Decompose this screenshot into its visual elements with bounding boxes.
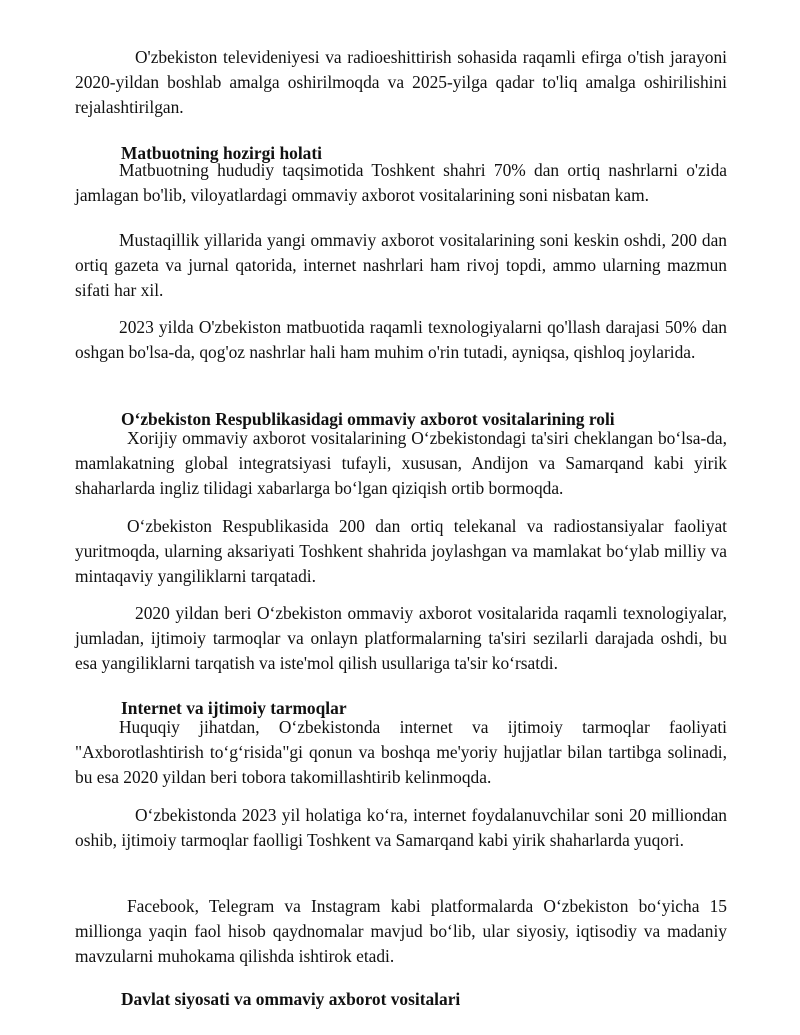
paragraph-foreign-media: Xorijiy ommaviy axborot vositalarining O‘zbekistondagi ta'siri cheklangan bo‘lsa-da, mamlakatning global integratsiyasi tufayli, xususan, Andijon va Samarqand kabi yirik shaharlarda ingliz tilidagi xabarlarga bo‘lgan qiziqish ortib bormoqda. [75, 428, 727, 498]
heading-press-status: Matbuotning hozirgi holati [121, 143, 322, 163]
heading-media-role: O‘zbekiston Respublikasidagi ommaviy axborot vositalarining roli [121, 409, 615, 429]
paragraph-independence-years: Mustaqillik yillarida yangi ommaviy axborot vositalarining soni keskin oshdi, 200 dan ortiq gazeta va jurnal qatorida, internet nashrlari ham rivoj topdi, ammo ularning mazmun sifati har xil. [75, 230, 727, 300]
paragraph-digital-broadcast: O'zbekiston televideniyesi va radioeshittirish sohasida raqamli efirga o'tish jarayoni 2020-yildan boshlab amalga oshirilmoqda va 2025-yilga qadar to'liq amalga oshirilishini rejalashtirilgan. [75, 47, 727, 117]
paragraph-digital-influence: 2020 yildan beri O‘zbekiston ommaviy axborot vositalarida raqamli texnologiyalar, jumladan, ijtimoiy tarmoqlar va onlayn platformalarning ta'siri sezilarli darajada oshdi, bu esa yangiliklarni tarqatish va iste'mol qilish usullariga ta'sir ko‘rsatdi. [75, 603, 727, 673]
paragraph-legal-framework: Huquqiy jihatdan, O‘zbekistonda internet va ijtimoiy tarmoqlar faoliyati "Axborotlashtirish to‘g‘risida"gi qonun va boshqa me'yoriy hujjatlar bilan tartibga solinadi, bu esa 2020 yildan beri tobora takomillashtirib kelinmoqda. [75, 717, 727, 787]
paragraph-press-distribution: Matbuotning hududiy taqsimotida Toshkent shahri 70% dan ortiq nashrlarni o'zida jamlagan bo'lib, viloyatlardagi ommaviy axborot vositalarining soni nisbatan kam. [75, 160, 727, 205]
paragraph-digital-tech-2023: 2023 yilda O'zbekiston matbuotida raqamli texnologiyalarni qo'llash darajasi 50% dan oshgan bo'lsa-da, qog'oz nashrlar hali ham muhim o'rin tutadi, ayniqsa, qishloq joylarida. [75, 317, 727, 362]
heading-state-policy: Davlat siyosati va ommaviy axborot vositalari [121, 989, 461, 1009]
paragraph-platform-accounts: Facebook, Telegram va Instagram kabi platformalarda O‘zbekiston bo‘yicha 15 millionga yaqin faol hisob qaydnomalar mavjud bo‘lib, ular siyosiy, iqtisodiy va madaniy mavzularni muhokama qilishda ishtirok etadi. [75, 896, 727, 966]
paragraph-tv-radio-stations: O‘zbekiston Respublikasida 200 dan ortiq telekanal va radiostansiyalar faoliyat yuritmoqda, ularning aksariyati Toshkent shahrida joylashgan va mamlakat bo‘ylab milliy va mintaqaviy yangiliklarni tarqatadi. [75, 516, 727, 586]
heading-internet-social: Internet va ijtimoiy tarmoqlar [121, 698, 347, 718]
paragraph-internet-users: O‘zbekistonda 2023 yil holatiga ko‘ra, internet foydalanuvchilar soni 20 milliondan oshib, ijtimoiy tarmoqlar faolligi Toshkent va Samarqand kabi yirik shaharlarda yuqori. [75, 805, 727, 850]
